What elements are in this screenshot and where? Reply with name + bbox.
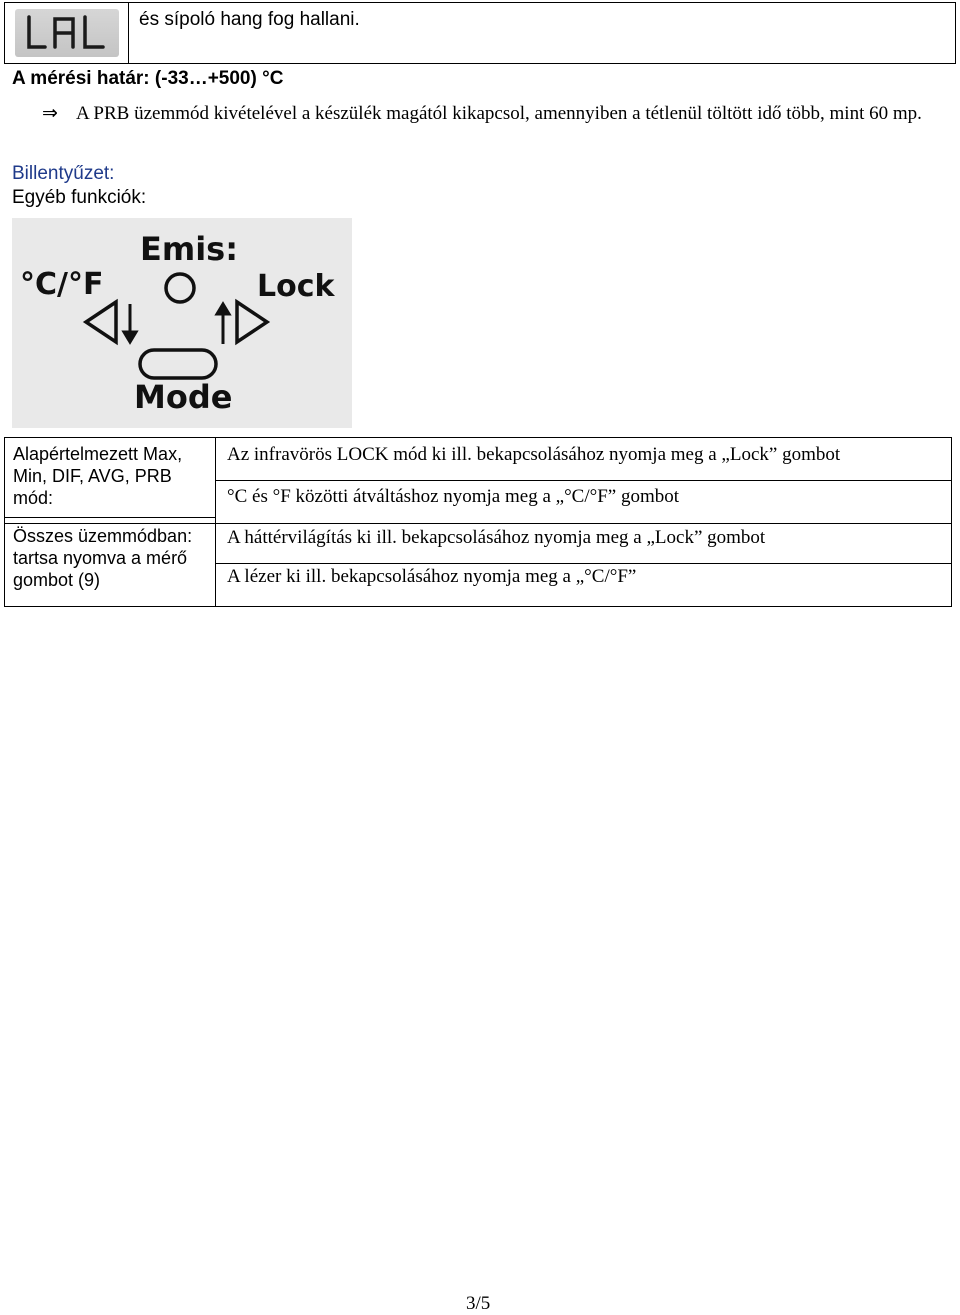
emis-label: Emis: [140,230,239,268]
mode-button-icon [140,350,216,378]
left-triangle-icon [86,302,116,342]
right-triangle-icon [237,302,267,342]
right-double-arrow-icon: ⇒ [42,103,58,124]
down-arrow-icon [124,332,136,342]
beep-note: és sípoló hang fog hallani. [139,9,360,30]
up-arrow-icon [217,304,229,314]
lock-label: Lock [257,269,335,304]
functions-table [4,437,952,607]
auto-off-text: A PRB üzemmód kivételével a készülék magától kikapcsol, amennyiben a tétlenül töltött idő több, mint 60 mp. [76,103,922,124]
table-row: A lézer ki ill. bekapcsolásához nyomja meg a „°C/°F” [227,566,637,587]
cf-label: °C/°F [20,267,104,302]
table-row: Az infravörös LOCK mód ki ill. bekapcsolásához nyomja meg a „Lock” gombot [227,444,841,465]
all-modes-label: Összes üzemmódban: tartsa nyomva a mérő gombot (9) [13,526,193,590]
keyboard-heading: Billentyűzet: [12,163,115,184]
page-number: 3/5 [466,1293,491,1314]
table-row: A háttérvilágítás ki ill. bekapcsolásához nyomja meg a „Lock” gombot [227,527,766,548]
mode-label: Mode [134,378,233,416]
lcd-table [4,2,956,64]
other-functions-heading: Egyéb funkciók: [12,187,147,208]
keypad-image [12,218,352,428]
table-row: °C és °F közötti átváltáshoz nyomja meg a „°C/°F” gombot [227,486,680,507]
default-modes-label: Alapértelmezett Max, Min, DIF, AVG, PRB mód: [13,444,183,508]
lcd-display-image [15,9,119,57]
emis-button-icon [166,274,194,302]
measuring-range: A mérési határ: (-33…+500) °C [12,68,284,89]
